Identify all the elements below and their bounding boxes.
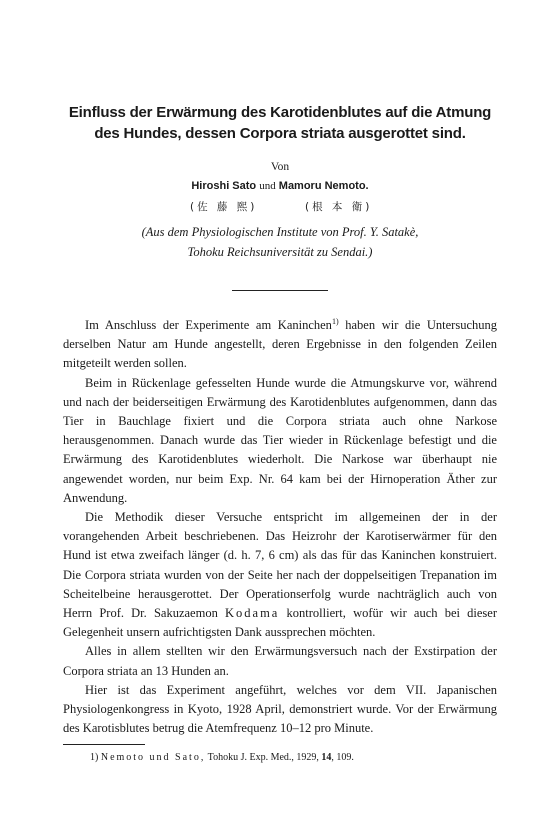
affiliation-line-2: Tohoku Reichsuniversität zu Sendai.) — [187, 245, 373, 259]
footnote-ref: 1) — [331, 316, 339, 326]
footnote-volume: 14 — [321, 752, 332, 763]
article-body — [63, 316, 497, 738]
paragraph-4: Alles in allem stellten wir den Erwärmungsversuch nach der Exstirpation der Corpora striata an 13 Hunden an. — [63, 644, 497, 678]
footnote-divider — [63, 744, 145, 745]
footnote-authors: Nemoto und Sato, — [100, 752, 206, 763]
title-line-1: Einfluss der Erwärmung des Karotidenblutes auf die Atmung — [68, 104, 492, 121]
paragraph-2: Beim in Rückenlage gefesselten Hunde wurde die Atmungskurve vor, während und nach der beiderseitigen Erwärmung des Karotidenblutes aufgenommen, dann das Tier in Bauchlage fixiert und die Corpora striata auch ohne Narkose herausgenommen. Danach wurde das Tier wieder in Rückenlage befestigt und die Erwärmung des Karotidenblutes wiederholt. Die Narkose war überhaupt nie angewendet worden, nur beim Exp. Nr. 64 kam bei der Hirnoperation Äther zur Anwendung. — [63, 375, 497, 505]
paragraph-1 — [63, 316, 497, 374]
title-line-2: des Hundes, dessen Corpora striata ausgerottet sind. — [94, 125, 466, 142]
paragraph-5: Hier ist das Experiment angeführt, welches vor dem VII. Japanischen Physiologenkongress in Kyoto, 1928 April, demonstriert wurde. Vor der Erwärmung des Karotisblutes betrug die Atemfrequenz 10–12 pro Minute. — [63, 682, 497, 736]
footnote — [90, 752, 354, 763]
author-1: Hiroshi Sato — [191, 180, 257, 192]
byline-von: Von — [270, 161, 290, 173]
footnote-marker: 1) — [90, 752, 99, 763]
section-divider — [232, 290, 328, 291]
article-title — [40, 102, 520, 144]
person-name-kodama: Kodama — [225, 606, 280, 621]
author-1-kanji: (佐 藤 熙) — [190, 201, 258, 213]
paragraph-3 — [63, 508, 497, 642]
paragraph-1-text-b: haben wir die Untersuchung derselben Natur am Hunde angestellt, deren Ergebnisse in den folgenden Zeilen mitgeteilt werden sollen. — [63, 318, 497, 371]
author-2: Mamoru Nemoto. — [278, 180, 369, 192]
author-conjunction: und — [259, 180, 276, 192]
paragraph-3-text-b: kontrolliert, wofür wir auch bei dieser Gelegenheit unsern aufrichtigsten Dank aussprechen möchten. — [63, 606, 498, 640]
paragraph-3-text-a: Die Methodik dieser Versuche entspricht im allgemeinen der in der vorangehenden Arbeit beschriebenen. Das Heizrohr der Karotiserwärmer für den Hund ist etwa zweifach länger (d. h. 7, 6 cm) als das für das Kaninchen konstruiert. Die Corpora striata wurden von der Seite her nach der doppelseitigen Trepanation im Scheitelbeine herausgerottet. Der Operationserfolg wurde nachträglich auch von Herrn Prof. Dr. Sakuzaemon — [63, 510, 497, 621]
author-2-kanji: (根 本 衛) — [305, 201, 373, 213]
paragraph-1-text-a: Im Anschluss der Experimente am Kaninchen — [85, 318, 332, 332]
affiliation-line-1: (Aus dem Physiologischen Institute von Prof. Y. Satakè, — [141, 225, 419, 239]
author-line — [0, 180, 560, 192]
affiliation — [60, 222, 500, 262]
footnote-journal: Tohoku J. Exp. Med., 1929, — [205, 752, 322, 763]
footnote-pages: , 109. — [331, 752, 354, 763]
